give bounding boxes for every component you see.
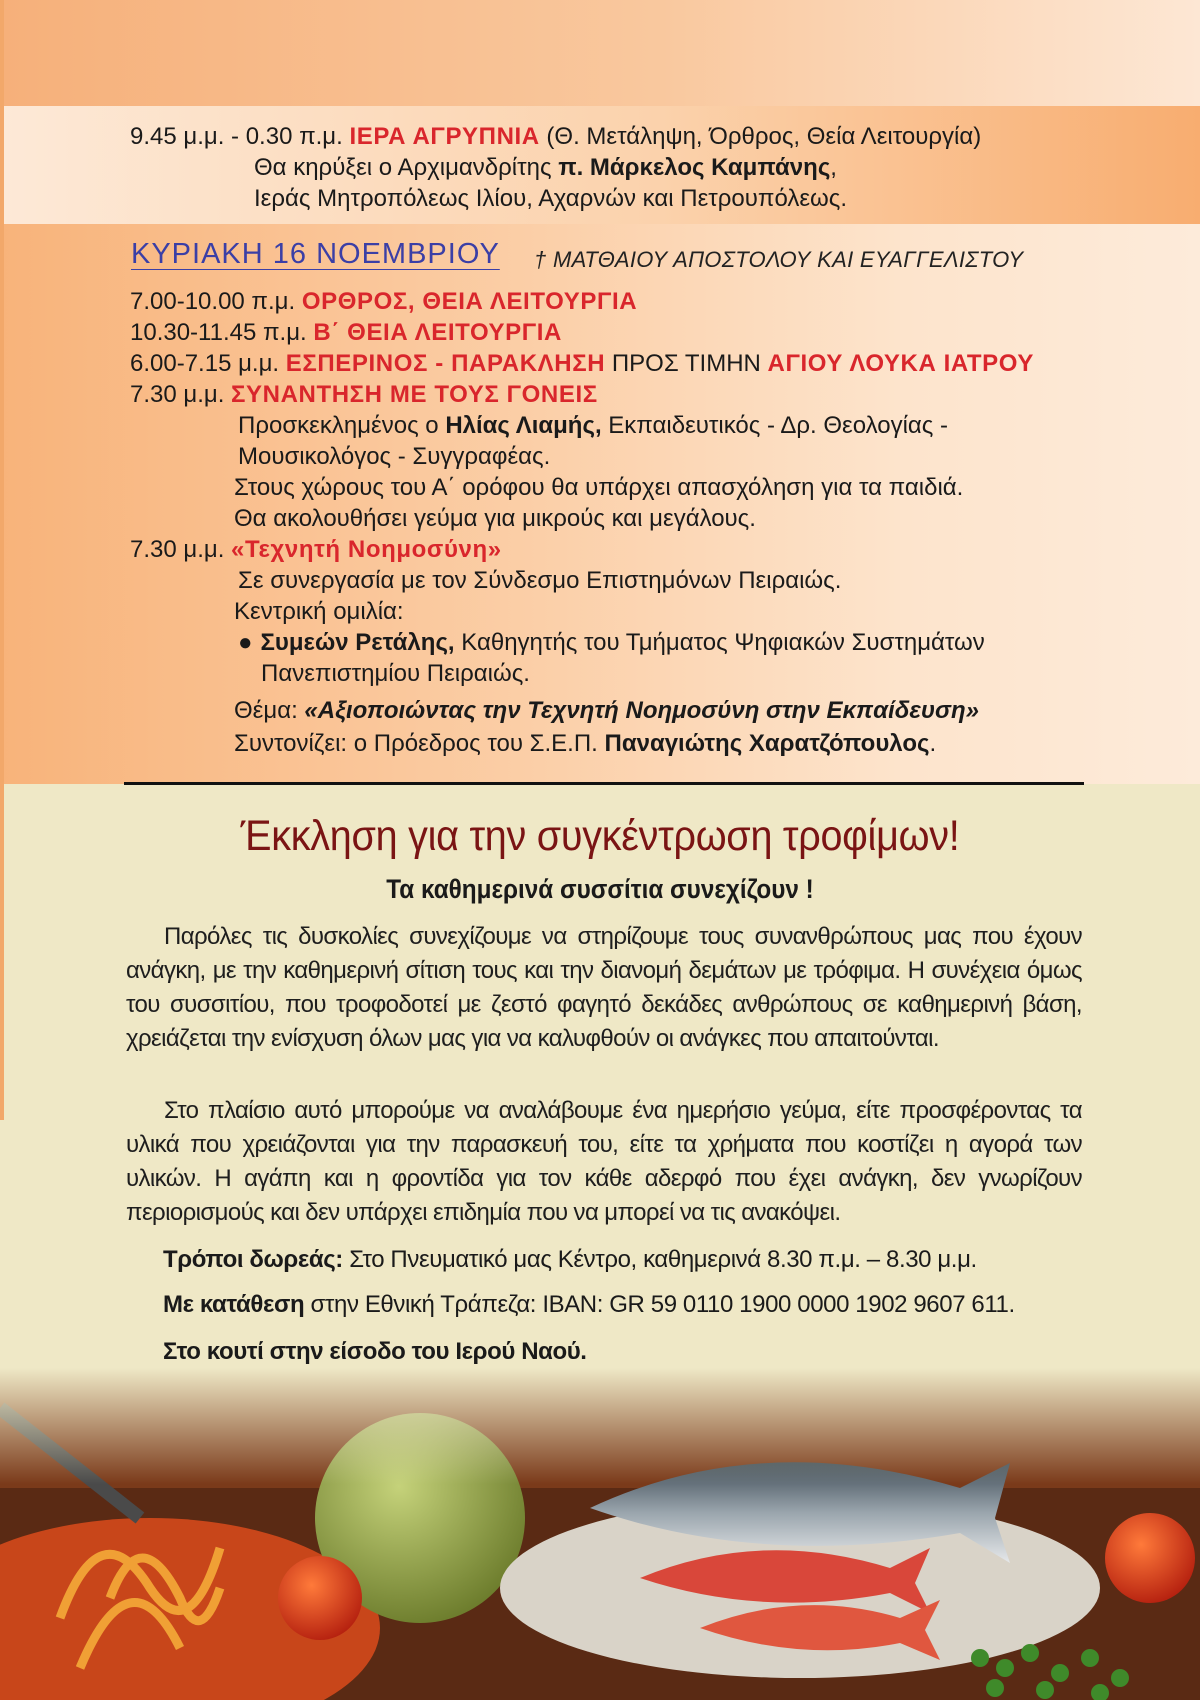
guest-prefix: Προσκεκλημένος ο	[238, 412, 439, 439]
preacher-suffix: ,	[830, 154, 837, 181]
service-title: Β΄ ΘΕΙΑ ΛΕΙΤΟΥΡΓΙΑ	[313, 319, 562, 346]
deposit-label: Με κατάθεση	[163, 1291, 305, 1318]
appeal-paragraph-1-text: Παρόλες τις δυσκολίες συνεχίζουμε να στηρίζουμε τους συνανθρώπους μας που έχουν ανάγκη, με την καθημερινή σίτιση τους και την διανομή δεμάτων με τρόφιμα. Η συνέχεια όμως του συσσιτίου, που τροφοδοτεί με ζεστό φαγητό δεκάδες ανθρώπους σε καθημερινή βάση, χρειάζεται την ενίσχυση όλων μας για να καλυφθούν οι ανάγκες που απαιτούνται.	[126, 923, 1082, 1052]
service-time: 10.30-11.45 π.μ.	[130, 319, 307, 346]
service-title: ΕΣΠΕΡΙΝΟΣ - ΠΑΡΑΚΛΗΣΗ	[285, 350, 606, 377]
ai-time: 7.30 μ.μ.	[130, 536, 225, 563]
vigil-title: ΙΕΡΑ ΑΓΡΥΠΝΙΑ	[349, 123, 540, 150]
guest-roles: Εκπαιδευτικός - Δρ. Θεολογίας -	[608, 412, 949, 439]
sunday-heading: ΚΥΡΙΑΚΗ 16 ΝΟΕΜΒΡΙΟΥ	[131, 238, 500, 270]
service-title: ΟΡΘΡΟΣ, ΘΕΙΑ ΛΕΙΤΟΥΡΓΙΑ	[301, 288, 638, 315]
topic-label: Θέμα:	[234, 697, 298, 724]
appeal-paragraph-2	[126, 1094, 1082, 1230]
preacher-prefix: Θα κηρύξει ο Αρχιμανδρίτης	[254, 154, 552, 181]
appeal-paragraph-1	[126, 920, 1082, 1056]
vigil-services: (Θ. Μετάληψη, Όρθρος, Θεία Λειτουργία)	[546, 123, 982, 150]
preacher-name: π. Μάρκελος Καμπάνης	[558, 154, 831, 181]
deposit-text: στην Εθνική Τράπεζα: IBAN: GR 59 0110 1900 0000 1902 9607 611.	[310, 1291, 1015, 1318]
appeal-subtitle: Τα καθημερινά συσσίτια συνεχίζουν !	[386, 874, 814, 904]
donation-text: Στο Πνευματικό μας Κέντρο, καθημερινά 8.30 π.μ. – 8.30 μ.μ.	[349, 1246, 977, 1273]
feast-title: † ΜΑΤΘΑΙΟΥ ΑΠΟΣΤΟΛΟΥ ΚΑΙ ΕΥΑΓΓΕΛΙΣΤΟΥ	[534, 247, 1024, 272]
donation-label: Τρόποι δωρεάς:	[163, 1246, 343, 1273]
ai-talk-line	[130, 534, 502, 565]
donation-ways	[163, 1246, 977, 1274]
vigil-diocese: Ιεράς Μητροπόλεως Ιλίου, Αχαρνών και Πετρουπόλεως.	[254, 185, 848, 212]
guest-name: Ηλίας Λιαμής,	[445, 412, 602, 439]
deposit-info	[163, 1291, 1015, 1319]
service-orthros	[130, 286, 637, 317]
vigil-preacher-line	[254, 152, 837, 183]
ai-partner: Σε συνεργασία με τον Σύνδεσμο Επιστημόνων Πειραιώς.	[238, 567, 842, 594]
speaker-university: Πανεπιστημίου Πειραιώς.	[261, 660, 530, 687]
appeal-paragraph-2-text: Στο πλαίσιο αυτό μπορούμε να αναλάβουμε ένα ημερήσιο γεύμα, είτε προσφέροντας τα υλικά που χρειάζονται για την παρασκευή του, είτε τα χρήματα που κοστίζει η αγορά των υλικών. Η αγάπη και η φροντίδα για τον κάθε αδερφό που έχει ανάγκη, δεν γνωρίζουν περιορισμούς και δεν υπάρχει επιδημία που να μπορεί να τις ανακόψει.	[126, 1097, 1082, 1226]
service-saint: ΑΓΙΟΥ ΛΟΥΚΑ ΙΑΤΡΟΥ	[767, 350, 1034, 377]
service-vespers	[130, 348, 1034, 379]
keynote-label: Κεντρική ομιλία:	[234, 598, 404, 625]
speaker-name: Συμεών Ρετάλης,	[260, 629, 455, 656]
bullet-icon: ●	[238, 629, 253, 656]
vigil-time: 9.45 μ.μ. - 0.30 π.μ.	[130, 123, 343, 150]
meal-note: Θα ακολουθήσει γεύμα για μικρούς και μεγάλους.	[234, 505, 756, 532]
moderator-prefix: Συντονίζει: ο Πρόεδρος του Σ.Ε.Π.	[234, 730, 598, 757]
service-connector: ΠΡΟΣ ΤΙΜΗΝ	[611, 350, 761, 377]
appeal-title: Έκκληση για την συγκέντρωση τροφίμων!	[240, 812, 960, 860]
food-illustration	[0, 1368, 1200, 1700]
parents-meeting-line	[130, 379, 598, 410]
service-time: 6.00-7.15 μ.μ.	[130, 350, 280, 377]
moderator-line	[234, 728, 936, 759]
parents-time: 7.30 μ.μ.	[130, 381, 225, 408]
guest-roles-continued: Μουσικολόγος - Συγγραφέας.	[238, 443, 551, 470]
vigil-line	[130, 121, 981, 152]
section-divider	[124, 782, 1084, 785]
moderator-name: Παναγιώτης Χαρατζόπουλος	[604, 730, 930, 757]
service-time: 7.00-10.00 π.μ.	[130, 288, 296, 315]
ai-title: «Τεχνητή Νοημοσύνη»	[231, 536, 502, 563]
kids-note: Στους χώρους του Α΄ ορόφου θα υπάρχει απασχόληση για τα παιδιά.	[234, 474, 964, 501]
service-second-liturgy	[130, 317, 562, 348]
speaker-line	[238, 627, 985, 658]
box-info: Στο κουτί στην είσοδο του Ιερού Ναού.	[163, 1338, 587, 1365]
speaker-role: Καθηγητής του Τμήματος Ψηφιακών Συστημάτων	[461, 629, 985, 656]
topic-title: «Αξιοποιώντας την Τεχνητή Νοημοσύνη στην Εκπαίδευση»	[304, 697, 979, 724]
guest-line	[238, 410, 948, 441]
top-banner	[0, 0, 1200, 106]
parents-title: ΣΥΝΑΝΤΗΣΗ ΜΕ ΤΟΥΣ ΓΟΝΕΙΣ	[231, 381, 598, 408]
moderator-suffix: .	[929, 730, 937, 757]
topic-line	[234, 695, 979, 726]
page-edge	[0, 0, 4, 1120]
